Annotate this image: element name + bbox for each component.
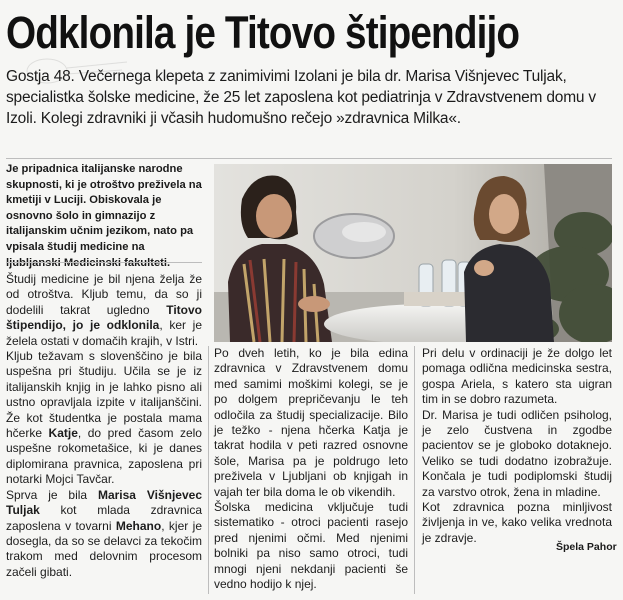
column-divider xyxy=(414,346,415,594)
sidebar-divider xyxy=(6,262,202,263)
bold-text-run: Mehano xyxy=(115,518,162,533)
text-run: , do pred časom zelo uspešne rokometašice, ki je danes diplomirana pravnica, zaposlena pri notarki Mojci Tavčar. xyxy=(6,426,202,487)
column-2-paragraph-1: Po dveh letih, ko je bila edina zdravnica v Zdravstvenem domu med samimi moškimi kolegi, se je po dolgem prepričevanju le teh odločila za študij specializacije. Bilo je težko - njena hčerka Katja je takrat hodila v peti razred osnovne šole, Marisa pa je poldrugo leto preživela v Ljubljani ob knjigah in vajah ter bila doma le ob vikendih. xyxy=(214,346,408,499)
bold-text-run: Marisa Višnjevec Tuljak xyxy=(6,487,202,518)
text-run: Študij medicine je bil njena želja že od otroštva. Kljub temu, da so ji dodelili takrat ugledno xyxy=(6,272,202,317)
text-run: Sprva je bila xyxy=(6,487,98,502)
lead-divider xyxy=(6,158,612,159)
article-sidebar-intro: Je pripadnica italijanske narodne skupnosti, ki je otroštvo preživela na kmetiji v Luciji. Obiskovala je osnovno šolo in gimnazijo z italijanskim učnim jezikom, nato pa vpisala študij medicine na xyxy=(6,163,202,253)
article-headline: Odklonila je Titovo štipendijo xyxy=(6,7,520,58)
article-column-1 xyxy=(6,272,202,580)
author-signature: Špela Pahor xyxy=(556,541,617,553)
column-1-paragraph-1 xyxy=(6,272,202,349)
column-1-paragraph-3 xyxy=(6,488,202,580)
text-run: , kjer je dosegla, da so se delavci za tekočim trakom med delovnim procesom začeli gibati. xyxy=(6,518,202,579)
column-3-paragraph-2: Dr. Marisa je tudi odličen psiholog, je zelo čustvena in zgodbe pacientov se je globoko dotaknejo. Veliko se tudi dodatno izobražuje. Končala je tudi podiplomski študij za varstvo otrok, žena in mladine. xyxy=(422,407,612,499)
article-lead: Gostja 48. Večernega klepeta z zanimivimi Izolani je bila dr. Marisa Višnjevec Tuljak, specialistka šolske medicine, že 25 let zaposlena kot pediatrinja v Zdravstvenem domu v Izoli. Kolegi zdravniki ji včasih hudomušno rečejo »zdravnica Milka«. xyxy=(6,68,596,127)
photo-illustration xyxy=(214,164,612,342)
text-run: Kljub težavam s slovenščino je bila uspešna pri študiju. Učila se je iz italijanskih knjig in je lahko pisno ali ustno opravljala izpite v italijanščini. Že kot študentka je postala mama hčerke xyxy=(6,349,202,441)
column-divider xyxy=(208,346,209,594)
article-photo xyxy=(214,164,612,342)
article-column-2 xyxy=(214,346,408,593)
bold-text-run: Titovo štipendijo, jo je odklonila xyxy=(6,302,202,333)
column-2-paragraph-2: Šolska medicina vključuje tudi sistematiko - otroci pacienti rasejo pred njenimi očmi. Med njenimi bolniki pa niso samo otroci, tudi mnogi njeni nekdanji pacienti še vedno hodijo k njej. xyxy=(214,500,408,592)
column-1-paragraph-2 xyxy=(6,349,202,488)
text-run: kot mlada zdravnica zaposlena v tovarni xyxy=(6,503,202,533)
bold-text-run: Katje xyxy=(48,426,78,441)
article-column-3 xyxy=(422,346,612,546)
column-3-paragraph-3: Kot zdravnica pozna minljivost življenja in ve, kako velika vrednota je zdravje. xyxy=(422,500,612,545)
column-3-paragraph-1: Pri delu v ordinaciji je že dolgo let pomaga odlična medicinska sestra, gospa Ariela, s katero sta uigran tim in se dobro razumeta. xyxy=(422,346,612,407)
text-run: , ker je želela ostati v domačih krajih, v Istri. xyxy=(6,318,202,348)
